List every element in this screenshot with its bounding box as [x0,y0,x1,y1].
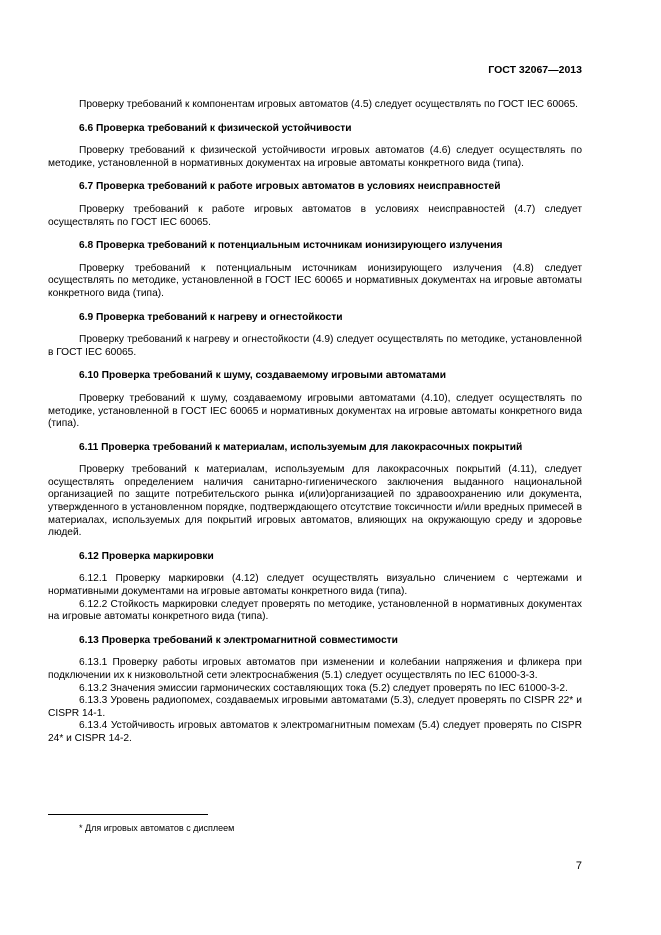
footnote: * Для игровых автоматов с дисплеем [79,823,235,833]
section-6-10-title: 6.10 Проверка требований к шуму, создаваемому игровыми автоматами [79,370,446,382]
footnote-divider [48,814,208,815]
clause-6-12-1: 6.12.1 Проверку маркировки (4.12) следует осуществлять визуально сличением с чертежами и нормативными документами на игровые автоматы конкретного вида (типа). [48,573,582,598]
clause-6-13-4: 6.13.4 Устойчивость игровых автоматов к электромагнитным помехам (5.4) следует проверять по CISPR 24* и CISPR 14-2. [48,720,582,744]
page-number: 7 [575,860,582,872]
section-6-9-text: Проверку требований к нагреву и огнестойкости (4.9) следует осуществлять по методике, установленной в ГОСТ IEC 60065. [48,334,582,358]
section-6-10-text: Проверку требований к шуму, создаваемому игровыми автоматами (4.10), следует осуществлять по методике, установленной в ГОСТ IEC 60065 и нормативных документах на игровые автоматы конкретного вида (типа). [48,392,582,430]
document-body [48,99,582,746]
section-6-11-title: 6.11 Проверка требований к материалам, используемым для лакокрасочных покрытий [79,441,523,453]
section-6-7-text: Проверку требований к работе игровых автоматов в условиях неисправностей (4.7) следует осуществлять по ГОСТ IEC 60065. [48,203,582,228]
section-6-6-text: Проверку требований к физической устойчивости игровых автоматов (4.6) следует осуществлять по методике, установленной в нормативных документах на игровые автоматы конкретного вида (типа). [48,145,582,169]
section-6-8-text: Проверку требований к потенциальным источникам ионизирующего излучения (4.8) следует осуществлять по методике, установленной в ГОСТ IEC 60065 и нормативных документах на игровые автоматы конкретного вида (типа). [48,262,582,299]
section-6-8-title: 6.8 Проверка требований к потенциальным источникам ионизирующего излучения [79,240,503,252]
document-header: ГОСТ 32067—2013 [488,64,582,76]
clause-6-12-2: 6.12.2 Стойкость маркировки следует проверять по методике, установленной в нормативных документах на игровые автоматы конкретного вида (типа). [48,598,582,623]
section-6-13-title: 6.13 Проверка требований к электромагнитной совместимости [79,634,398,646]
section-6-6-title: 6.6 Проверка требований к физической устойчивости [79,122,352,134]
clause-6-13-2: 6.13.2 Значения эмиссии гармонических составляющих тока (5.2) следует проверять по IEC 61000-3-2. [79,682,568,694]
intro-paragraph: Проверку требований к компонентам игровых автоматов (4.5) следует осуществлять по ГОСТ IEC 60065. [79,99,578,110]
section-6-11-text: Проверку требований к материалам, используемым для лакокрасочных покрытий (4.11), следует осуществлять определением наличия санитарно-гигиенического заключения выданного национальной организацией по защите потребительского рынка и(или)организацией по здравоохранению или документа, утвержденного в установленном порядке, подтверждающего отсутствие токсичности и/или вредных примесей в материалах, используемых для покрытий игровых автоматов, влияющих на окружающую среду и здоровье людей. [48,464,582,539]
section-6-12-title: 6.12 Проверка маркировки [79,550,214,562]
clause-6-13-3: 6.13.3 Уровень радиопомех, создаваемых игровыми автоматами (5.3), следует проверять по CISPR 22* и CISPR 14-1. [48,695,582,719]
section-6-7-title: 6.7 Проверка требований к работе игровых автоматов в условиях неисправностей [79,181,501,193]
clause-6-13-1: 6.13.1 Проверку работы игровых автоматов при изменении и колебании напряжения и фликера при подключении их к низковольтной сети электроснабжения (5.1) следует осуществлять по IEC 61000-3-3. [48,657,582,681]
section-6-9-title: 6.9 Проверка требований к нагреву и огнестойкости [79,311,343,323]
